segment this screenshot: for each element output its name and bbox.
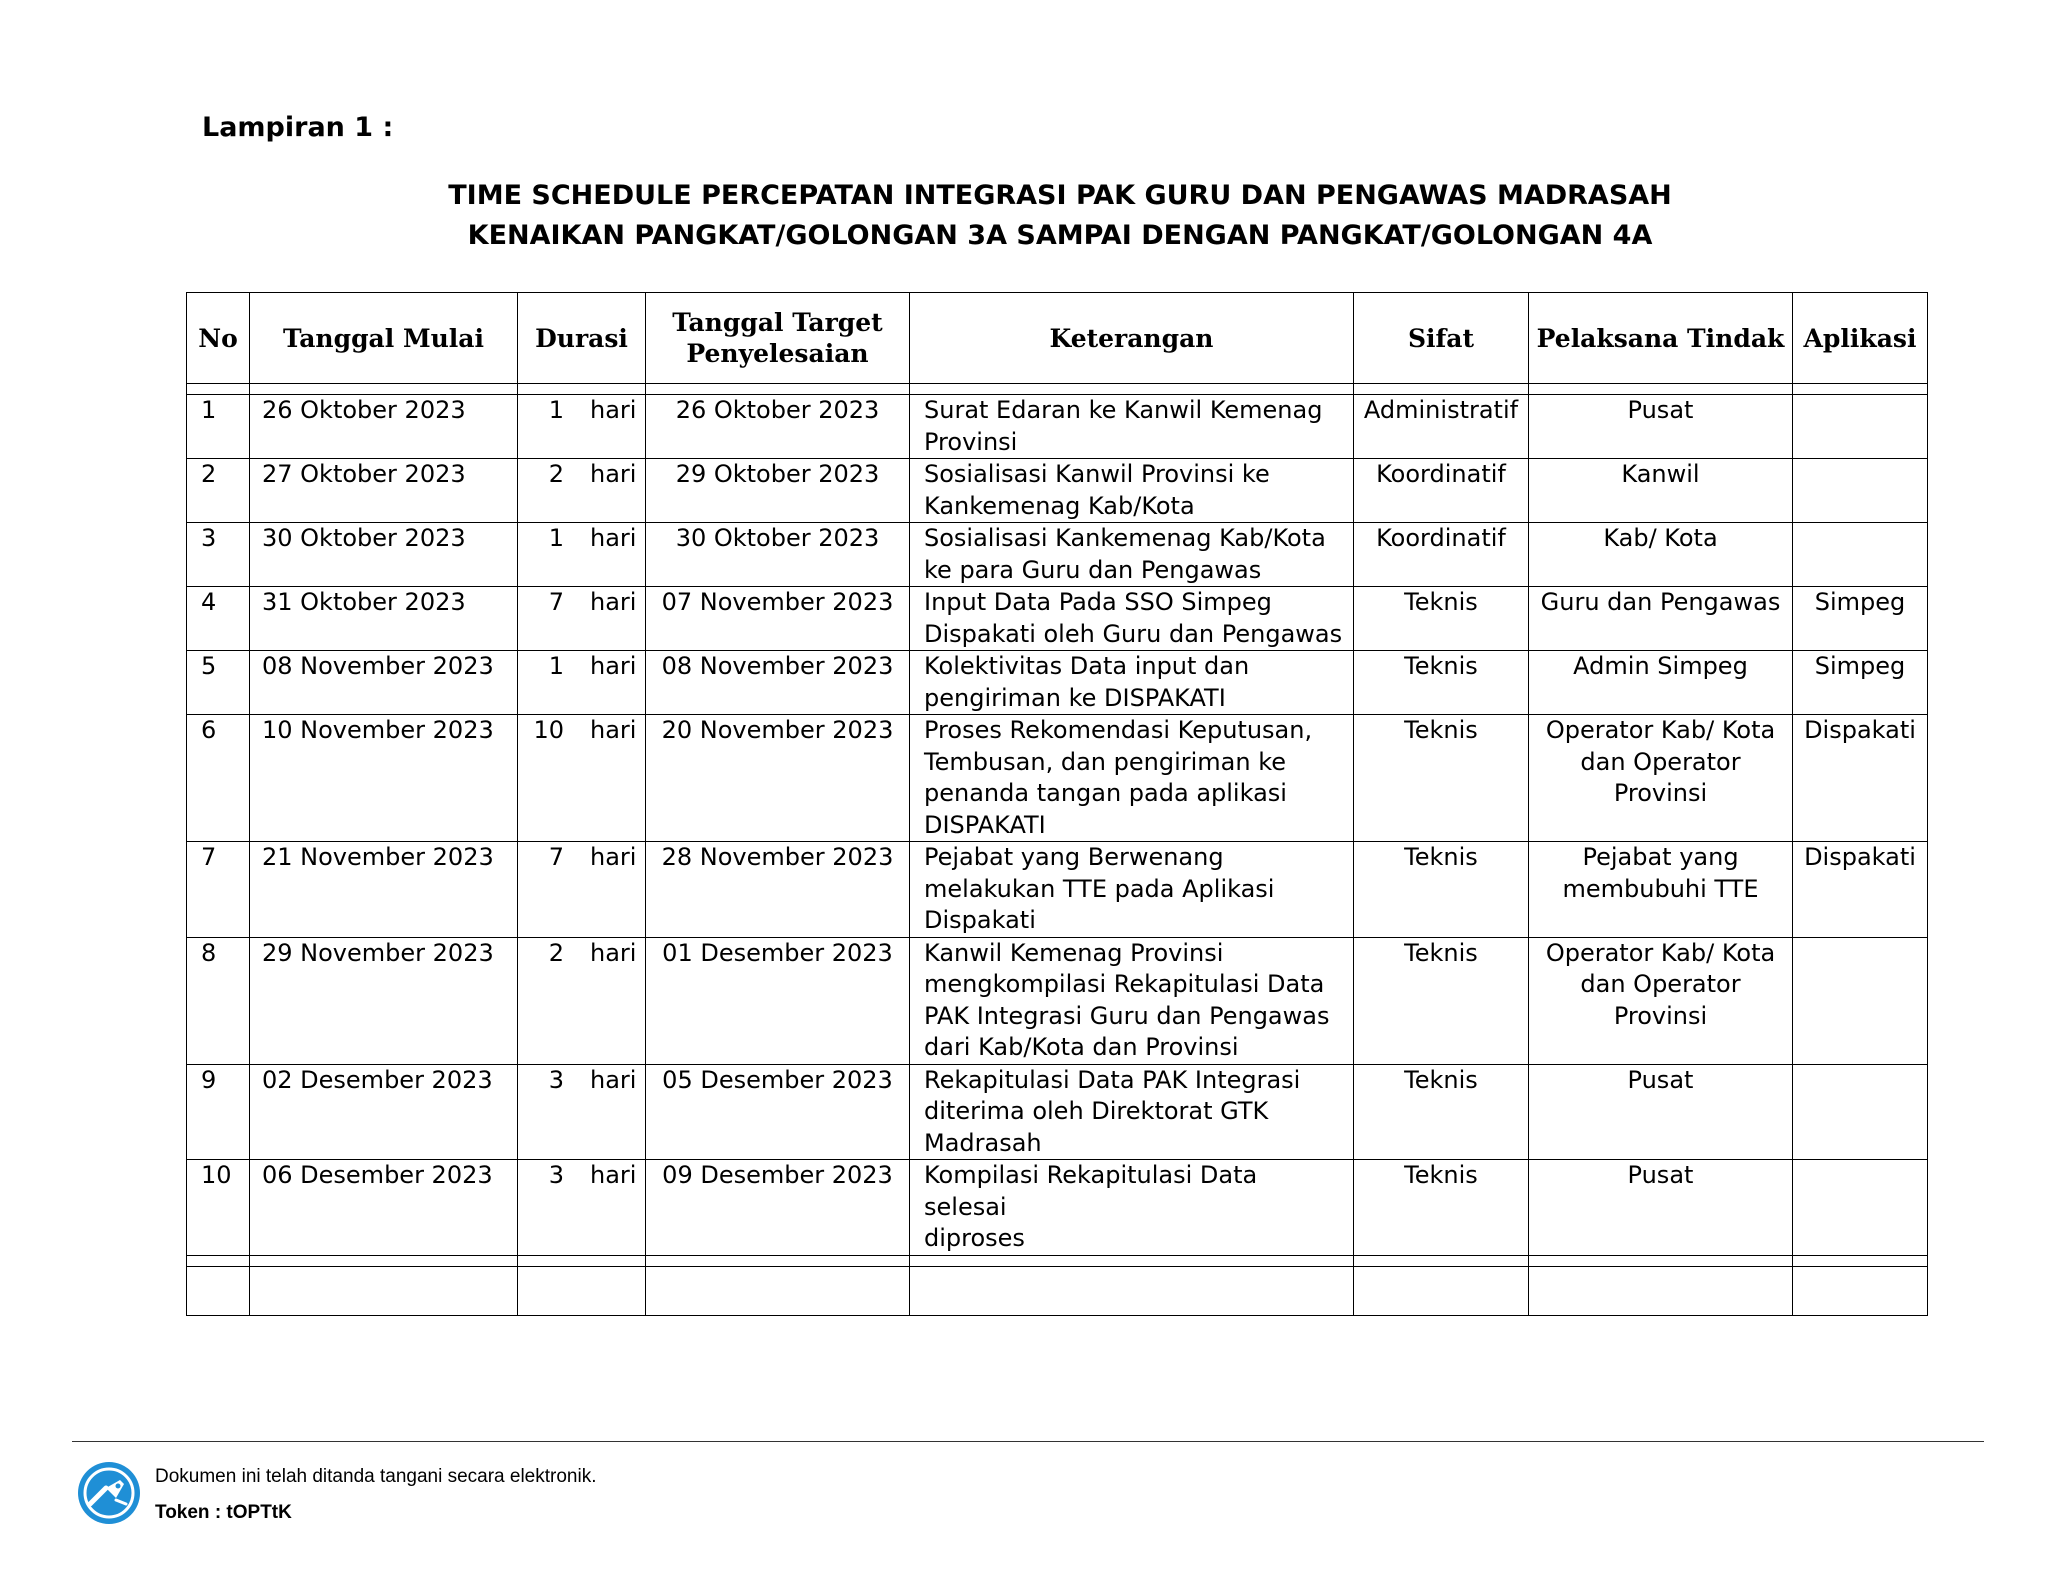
table-empty-row <box>187 1266 1928 1315</box>
cell-durasi <box>518 395 646 459</box>
pelaksana-line: dan Operator <box>1580 747 1741 776</box>
cell-durasi <box>518 715 646 842</box>
cell-no: 10 <box>187 1160 250 1256</box>
cell-aplikasi: Simpeg <box>1793 587 1928 651</box>
cell-sifat: Teknis <box>1354 937 1529 1064</box>
cell-pelaksana <box>1529 937 1793 1064</box>
keterangan-line: Kolektivitas Data input dan <box>924 652 1250 680</box>
pelaksana-line: Pusat <box>1627 1161 1694 1189</box>
pelaksana-line: Operator Kab/ Kota <box>1545 716 1776 744</box>
keterangan-line: Kankemenag Kab/Kota <box>924 491 1195 520</box>
cell-aplikasi <box>1793 1064 1928 1160</box>
footer-divider <box>72 1441 1984 1442</box>
header-pelaksana: Pelaksana Tindak <box>1529 293 1793 384</box>
spacer-cell <box>250 384 518 395</box>
keterangan-line: Sosialisasi Kanwil Provinsi ke <box>924 460 1270 488</box>
keterangan-line: diterima oleh Direktorat GTK <box>924 1097 1269 1125</box>
durasi-unit: hari <box>590 396 637 424</box>
pelaksana-line: membubuhi TTE <box>1562 874 1759 903</box>
pelaksana-line: Pusat <box>1627 1065 1694 1094</box>
empty-cell <box>1529 1266 1793 1315</box>
keterangan-line: dari Kab/Kota dan Provinsi <box>924 1033 1239 1061</box>
header-tanggal-mulai: Tanggal Mulai <box>250 293 518 384</box>
cell-tanggal-mulai: 02 Desember 2023 <box>250 1064 518 1160</box>
spacer-cell <box>910 1255 1354 1266</box>
durasi-value: 7 <box>548 588 564 616</box>
cell-aplikasi <box>1793 395 1928 459</box>
cell-tanggal-target: 07 November 2023 <box>646 587 910 651</box>
pelaksana-line: dan Operator <box>1580 970 1741 998</box>
header-tanggal-target-line-1: Tanggal Target <box>672 308 883 337</box>
cell-no: 4 <box>187 587 250 651</box>
cell-sifat: Teknis <box>1354 842 1529 938</box>
cell-no: 6 <box>187 715 250 842</box>
keterangan-line: penanda tangan pada aplikasi <box>924 779 1287 807</box>
keterangan-line: Surat Edaran ke Kanwil Kemenag <box>924 396 1323 424</box>
cell-durasi <box>518 1064 646 1160</box>
cell-aplikasi <box>1793 1160 1928 1256</box>
cell-aplikasi <box>1793 523 1928 587</box>
empty-cell <box>910 1266 1354 1315</box>
keterangan-line: Proses Rekomendasi Keputusan, <box>924 716 1313 744</box>
cell-no: 3 <box>187 523 250 587</box>
pelaksana-line: Provinsi <box>1613 1001 1708 1030</box>
pelaksana-line: Pusat <box>1627 396 1694 424</box>
empty-cell <box>646 1266 910 1315</box>
spacer-cell <box>1529 1255 1793 1266</box>
header-durasi: Durasi <box>518 293 646 384</box>
spacer-cell <box>518 1255 646 1266</box>
cell-keterangan <box>910 395 1354 459</box>
cell-aplikasi: Simpeg <box>1793 651 1928 715</box>
cell-tanggal-mulai: 27 Oktober 2023 <box>250 459 518 523</box>
cell-pelaksana <box>1529 842 1793 938</box>
cell-keterangan <box>910 937 1354 1064</box>
electronic-signature-note: Dokumen ini telah ditanda tangani secara elektronik. <box>155 1466 597 1487</box>
cell-aplikasi <box>1793 937 1928 1064</box>
durasi-value: 3 <box>548 1161 564 1189</box>
durasi-value: 3 <box>548 1065 564 1094</box>
cell-tanggal-mulai: 26 Oktober 2023 <box>250 395 518 459</box>
table-row <box>187 523 1928 587</box>
cell-durasi <box>518 1160 646 1256</box>
cell-keterangan <box>910 842 1354 938</box>
keterangan-line: ke para Guru dan Pengawas <box>924 555 1262 584</box>
cell-no: 7 <box>187 842 250 938</box>
spacer-cell <box>1529 384 1793 395</box>
table-row <box>187 587 1928 651</box>
pelaksana-line: Admin Simpeg <box>1573 652 1748 680</box>
table-header-row <box>187 293 1928 384</box>
spacer-cell <box>646 1255 910 1266</box>
cell-tanggal-mulai: 29 November 2023 <box>250 937 518 1064</box>
spacer-cell <box>250 1255 518 1266</box>
header-aplikasi: Aplikasi <box>1793 293 1928 384</box>
cell-durasi <box>518 937 646 1064</box>
cell-aplikasi <box>1793 459 1928 523</box>
table-spacer-row <box>187 384 1928 395</box>
cell-durasi <box>518 842 646 938</box>
pelaksana-line: Provinsi <box>1613 779 1708 807</box>
cell-tanggal-mulai: 31 Oktober 2023 <box>250 587 518 651</box>
cell-keterangan <box>910 1064 1354 1160</box>
spacer-cell <box>518 384 646 395</box>
header-keterangan: Keterangan <box>910 293 1354 384</box>
cell-pelaksana <box>1529 1064 1793 1160</box>
keterangan-line: Dispakati <box>924 906 1036 934</box>
table-row <box>187 1064 1928 1160</box>
cell-no: 2 <box>187 459 250 523</box>
cell-tanggal-target: 01 Desember 2023 <box>646 937 910 1064</box>
keterangan-line: melakukan TTE pada Aplikasi <box>924 874 1275 903</box>
cell-pelaksana <box>1529 523 1793 587</box>
keterangan-line: Input Data Pada SSO Simpeg <box>924 588 1272 616</box>
cell-no: 5 <box>187 651 250 715</box>
cell-no: 9 <box>187 1064 250 1160</box>
cell-pelaksana <box>1529 395 1793 459</box>
cell-pelaksana <box>1529 1160 1793 1256</box>
cell-sifat: Teknis <box>1354 1160 1529 1256</box>
spacer-cell <box>187 1255 250 1266</box>
cell-tanggal-target: 30 Oktober 2023 <box>646 523 910 587</box>
table-row <box>187 937 1928 1064</box>
pelaksana-line: Kanwil <box>1621 460 1700 488</box>
keterangan-line: Tembusan, dan pengiriman ke <box>924 747 1287 776</box>
cell-durasi <box>518 523 646 587</box>
table-spacer-row <box>187 1255 1928 1266</box>
empty-cell <box>518 1266 646 1315</box>
signature-token: Token : tOPTtK <box>155 1502 292 1523</box>
table-row <box>187 651 1928 715</box>
empty-cell <box>1793 1266 1928 1315</box>
empty-cell <box>187 1266 250 1315</box>
cell-durasi <box>518 651 646 715</box>
keterangan-line: DISPAKATI <box>924 810 1046 839</box>
schedule-table <box>186 292 1928 1316</box>
durasi-unit: hari <box>590 460 637 488</box>
spacer-cell <box>1793 384 1928 395</box>
durasi-unit: hari <box>590 938 637 967</box>
cell-tanggal-target: 29 Oktober 2023 <box>646 459 910 523</box>
keterangan-line: Kompilasi Rekapitulasi Data selesai <box>924 1161 1258 1221</box>
schedule-table-body <box>187 384 1928 1316</box>
cell-keterangan <box>910 715 1354 842</box>
cell-tanggal-mulai: 30 Oktober 2023 <box>250 523 518 587</box>
cell-sifat: Administratif <box>1354 395 1529 459</box>
durasi-unit: hari <box>590 524 637 552</box>
pelaksana-line: Operator Kab/ Kota <box>1545 938 1776 967</box>
table-row <box>187 395 1928 459</box>
cell-tanggal-target: 20 November 2023 <box>646 715 910 842</box>
document-title-line-1: TIME SCHEDULE PERCEPATAN INTEGRASI PAK GURU DAN PENGAWAS MADRASAH <box>448 180 1672 211</box>
keterangan-line: Sosialisasi Kankemenag Kab/Kota <box>924 524 1326 552</box>
pelaksana-line: Kab/ Kota <box>1603 524 1718 552</box>
durasi-value: 1 <box>548 652 564 680</box>
keterangan-line: diproses <box>924 1224 1025 1252</box>
cell-tanggal-target: 09 Desember 2023 <box>646 1160 910 1256</box>
cell-aplikasi: Dispakati <box>1793 715 1928 842</box>
spacer-cell <box>910 384 1354 395</box>
cell-keterangan <box>910 523 1354 587</box>
cell-durasi <box>518 587 646 651</box>
empty-cell <box>250 1266 518 1315</box>
cell-durasi <box>518 459 646 523</box>
cell-pelaksana <box>1529 651 1793 715</box>
cell-sifat: Koordinatif <box>1354 523 1529 587</box>
cell-pelaksana <box>1529 459 1793 523</box>
document-title-line-2: KENAIKAN PANGKAT/GOLONGAN 3A SAMPAI DENGAN PANGKAT/GOLONGAN 4A <box>467 220 1653 251</box>
durasi-value: 7 <box>548 843 564 871</box>
durasi-unit: hari <box>590 1161 637 1189</box>
pelaksana-line: Guru dan Pengawas <box>1540 588 1781 616</box>
keterangan-line: PAK Integrasi Guru dan Pengawas <box>924 1001 1330 1030</box>
cell-keterangan <box>910 459 1354 523</box>
keterangan-line: Provinsi <box>924 427 1018 456</box>
table-row <box>187 459 1928 523</box>
durasi-unit: hari <box>590 843 637 871</box>
keterangan-line: Kanwil Kemenag Provinsi <box>924 938 1224 967</box>
cell-keterangan <box>910 1160 1354 1256</box>
cell-no: 1 <box>187 395 250 459</box>
cell-sifat: Teknis <box>1354 587 1529 651</box>
signature-seal-icon <box>76 1460 142 1526</box>
durasi-value: 2 <box>548 938 564 967</box>
cell-tanggal-mulai: 10 November 2023 <box>250 715 518 842</box>
cell-tanggal-mulai: 21 November 2023 <box>250 842 518 938</box>
cell-sifat: Koordinatif <box>1354 459 1529 523</box>
header-no: No <box>187 293 250 384</box>
keterangan-line: mengkompilasi Rekapitulasi Data <box>924 970 1325 998</box>
spacer-cell <box>1354 1255 1529 1266</box>
cell-tanggal-mulai: 06 Desember 2023 <box>250 1160 518 1256</box>
durasi-value: 2 <box>548 460 564 488</box>
spacer-cell <box>1793 1255 1928 1266</box>
keterangan-line: pengiriman ke DISPAKATI <box>924 683 1226 712</box>
spacer-cell <box>1354 384 1529 395</box>
cell-tanggal-target: 28 November 2023 <box>646 842 910 938</box>
spacer-cell <box>187 384 250 395</box>
cell-sifat: Teknis <box>1354 1064 1529 1160</box>
keterangan-line: Dispakati oleh Guru dan Pengawas <box>924 619 1343 648</box>
table-row <box>187 1160 1928 1256</box>
header-tanggal-target-line-2: Penyelesaian <box>686 339 869 368</box>
cell-tanggal-target: 08 November 2023 <box>646 651 910 715</box>
cell-no: 8 <box>187 937 250 1064</box>
durasi-value: 1 <box>548 524 564 552</box>
table-row <box>187 715 1928 842</box>
durasi-value: 1 <box>548 396 564 424</box>
durasi-unit: hari <box>590 588 637 616</box>
empty-cell <box>1354 1266 1529 1315</box>
durasi-unit: hari <box>590 716 637 744</box>
durasi-unit: hari <box>590 652 637 680</box>
durasi-unit: hari <box>590 1065 637 1094</box>
pelaksana-line: Pejabat yang <box>1582 843 1739 871</box>
cell-tanggal-target: 26 Oktober 2023 <box>646 395 910 459</box>
cell-sifat: Teknis <box>1354 651 1529 715</box>
header-sifat: Sifat <box>1354 293 1529 384</box>
cell-aplikasi: Dispakati <box>1793 842 1928 938</box>
attachment-label: Lampiran 1 : <box>202 112 394 143</box>
durasi-value: 10 <box>533 716 564 744</box>
cell-sifat: Teknis <box>1354 715 1529 842</box>
cell-tanggal-target: 05 Desember 2023 <box>646 1064 910 1160</box>
cell-tanggal-mulai: 08 November 2023 <box>250 651 518 715</box>
cell-keterangan <box>910 587 1354 651</box>
cell-keterangan <box>910 651 1354 715</box>
table-row <box>187 842 1928 938</box>
spacer-cell <box>646 384 910 395</box>
cell-pelaksana <box>1529 715 1793 842</box>
keterangan-line: Rekapitulasi Data PAK Integrasi <box>924 1065 1301 1094</box>
cell-pelaksana <box>1529 587 1793 651</box>
keterangan-line: Pejabat yang Berwenang <box>924 843 1224 871</box>
keterangan-line: Madrasah <box>924 1128 1042 1157</box>
header-tanggal-target <box>646 293 910 384</box>
